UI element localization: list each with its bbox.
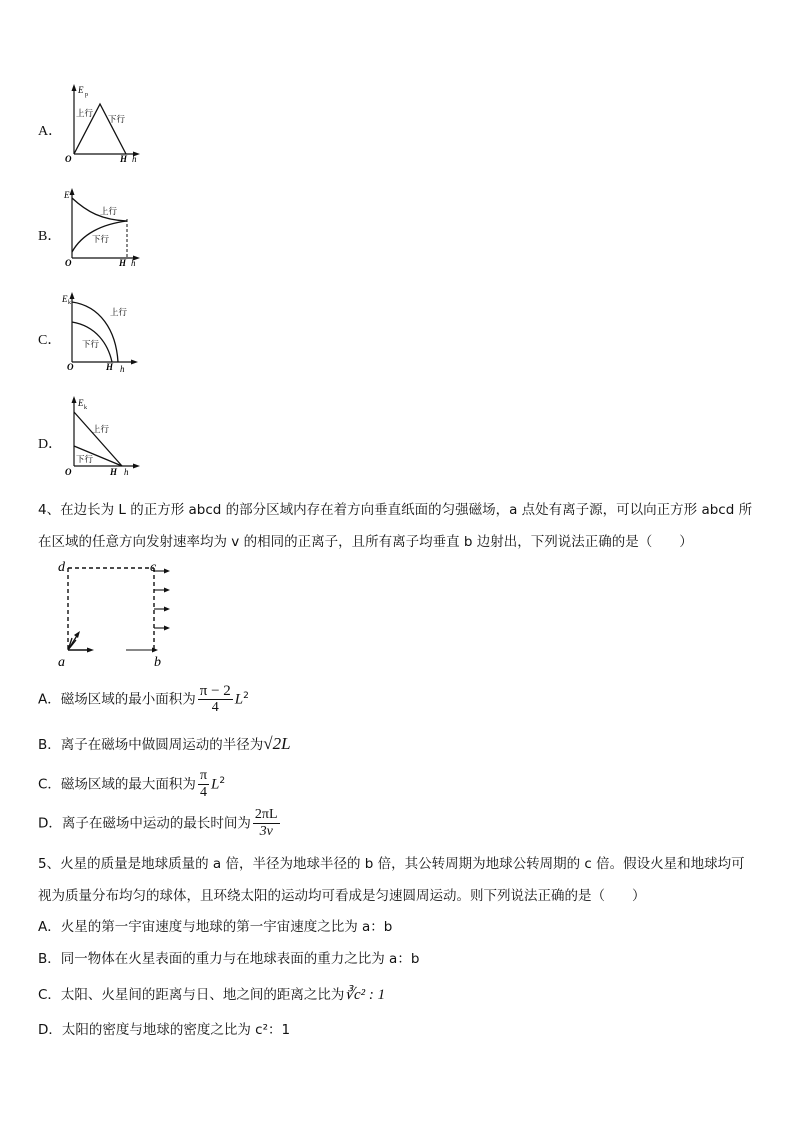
- option-a-label: A．: [38, 124, 63, 139]
- q4-option-c: C．磁场区域的最大面积为 $\frac{\pi}{4}$ $L^2$: [38, 768, 226, 800]
- label-down: 下行: [76, 454, 94, 464]
- q4-stem-line2: 在区域的任意方向发射速率均为 v 的相同的正离子，且所有离子均垂直 b 边射出，下列说法正确的是（ ）: [38, 534, 693, 550]
- h-mark: H: [119, 258, 127, 268]
- q5-stem-line2: 视为质量分布均匀的球体，且环绕太阳的运动均可看成是匀速圆周运动。则下列说法正确的是（ ）: [38, 888, 646, 904]
- q5-stem-line1: 5、火星的质量是地球质量的 a 倍，半径为地球半径的 b 倍，其公转周期为地球公转周期的 c 倍。假设火星和地球均可: [38, 856, 745, 872]
- label-up: 上行: [92, 424, 110, 434]
- label-down: 下行: [82, 339, 100, 349]
- label-up: 上行: [76, 108, 94, 118]
- origin-label: O: [65, 154, 72, 164]
- origin-label: O: [65, 258, 72, 268]
- graph-d: [62, 394, 152, 478]
- y-axis-label: E: [78, 85, 84, 95]
- h-mark: H: [110, 467, 118, 477]
- y-axis-sub: k: [84, 405, 87, 411]
- x-axis-label: h: [120, 364, 125, 374]
- q4-option-d: D．离子在磁场中运动的最长时间为 $\frac{2\pi L}{3v}$: [38, 807, 278, 839]
- q5-option-b: B．同一物体在火星表面的重力与在地球表面的重力之比为 a：b: [38, 951, 420, 967]
- x-axis-label: h: [131, 258, 136, 268]
- origin-label: O: [65, 467, 72, 477]
- vertex-a: a: [58, 655, 65, 670]
- vertex-c: c: [150, 560, 157, 575]
- q5-option-a: A．火星的第一宇宙速度与地球的第一宇宙速度之比为 a：b: [38, 919, 393, 935]
- y-axis-label: E: [62, 294, 68, 304]
- option-d-label: D．: [38, 437, 63, 452]
- x-axis-label: h: [132, 154, 137, 164]
- label-down: 下行: [108, 114, 126, 124]
- h-mark: H: [120, 154, 128, 164]
- q4-option-b: B．离子在磁场中做圆周运动的半径为√2L: [38, 734, 291, 753]
- origin-label: O: [67, 362, 74, 372]
- graph-c: [60, 290, 150, 374]
- y-axis-label: E: [64, 190, 70, 200]
- q5-option-d: D．太阳的密度与地球的密度之比为 c²：1: [38, 1022, 291, 1038]
- q4-square-figure: [54, 558, 184, 670]
- y-axis-sub: k: [68, 300, 71, 306]
- option-b-label: B．: [38, 229, 62, 244]
- graph-a: [62, 82, 152, 164]
- h-mark: H: [106, 362, 114, 372]
- label-up: 上行: [100, 206, 118, 216]
- vertex-d: d: [58, 560, 65, 575]
- y-axis-sub: p: [85, 92, 88, 98]
- y-axis-label: E: [78, 398, 84, 408]
- vertex-b: b: [154, 655, 161, 670]
- option-c-label: C．: [38, 333, 62, 348]
- q5-option-c: C．太阳、火星间的距离与日、地之间的距离之比为∛c² : 1: [38, 987, 386, 1003]
- graph-b: [62, 186, 152, 270]
- label-down: 下行: [92, 234, 110, 244]
- label-up: 上行: [110, 307, 128, 317]
- q4-option-a: A．磁场区域的最小面积为 $\frac{\pi - 2}{4}$ $L^2$: [38, 683, 249, 715]
- q4-stem-line1: 4、在边长为 L 的正方形 abcd 的部分区域内存在着方向垂直纸面的匀强磁场，a 点处有离子源，可以向正方形 abcd 所: [38, 502, 753, 518]
- x-axis-label: h: [124, 467, 129, 477]
